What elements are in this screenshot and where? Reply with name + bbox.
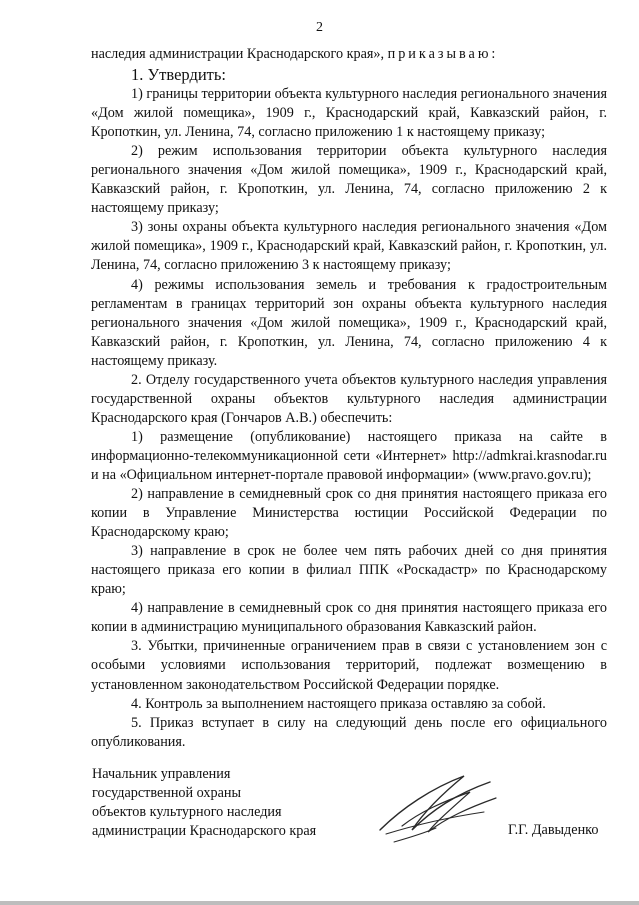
signatory-position-line: объектов культурного наследия [92,804,282,820]
paragraph-1-3: 3) зоны охраны объекта культурного наследия регионального значения «Дом жилой помещика», 1909 г., Краснодарский край, Кавказский район, г. Кропоткин, ул. Ленина, 74, согласно приложению 3 к настоящему приказу; [91,219,607,274]
signatory-position-line: администрации Краснодарского края [92,823,317,839]
signatory-position-line: государственной охраны [92,785,242,801]
paragraph-2-4: 4) направление в семидневный срок со дня принятия настоящего приказа его копии в администрацию муниципального образования Кавказский район. [91,600,607,636]
paragraph-2-3: 3) направление в срок не более чем пять рабочих дней со дня принятия настоящего приказа его копии в филиал ППК «Роскадастр» по Краснодарскому краю; [91,543,607,598]
page-bottom-edge [0,901,639,905]
signatory-position [92,765,316,841]
paragraph-2-1: 1) размещение (опубликование) настоящего приказа на сайте в информационно-телекоммуникационной сети «Интернет» http://admkrai.krasnodar.ru и на «Официальном интернет-портале правовой информации» (www.pravo.gov.ru); [91,428,607,483]
paragraph-1-4: 4) режимы использования земель и требования к градостроительным регламентам в границах территорий зон охраны объекта культурного наследия регионального значения «Дом жилой помещика», 1909 г., Краснодарский край, Кавказский район, г. Кропоткин, ул. Ленина, 74, согласно приложению 4 к настоящему приказу. [91,276,607,369]
intro-paragraph [91,45,607,64]
paragraph-5: 5. Приказ вступает в силу на следующий день после его официального опубликования. [91,714,607,750]
handwritten-signature [372,768,502,848]
signatory-position-line: Начальник управления [92,766,231,782]
order-body [91,45,607,752]
section-heading: 1. Утвердить: [131,65,226,85]
paragraph-4: 4. Контроль за выполнением настоящего приказа оставляю за собой. [131,695,546,712]
intro-text: наследия администрации Краснодарского края», [91,46,388,62]
page-number: 2 [316,20,323,35]
paragraph-3: 3. Убытки, причиненные ограничением прав в связи с установлением зон с особыми условиями использования территорий, подлежат возмещению в установленном законодательством Российской Федерации порядке. [91,638,607,693]
paragraph-1-2: 2) режим использования территории объекта культурного наследия регионального значения «Дом жилой помещика», 1909 г., Краснодарский край, Кавказский район, г. Кропоткин, ул. Ленина, 74, согласно приложению 2 к настоящему приказу; [91,143,607,217]
signatory-name: Г.Г. Давыденко [508,822,599,838]
paragraph-2: 2. Отделу государственного учета объектов культурного наследия управления государственной охраны объектов культурного наследия администрации Краснодарского края (Гончаров А.В.) обеспечить: [91,371,607,426]
paragraph-2-2: 2) направление в семидневный срок со дня принятия настоящего приказа его копии в Управление Министерства юстиции Российской Федерации по Краснодарскому краю; [91,486,607,541]
paragraph-1-1: 1) границы территории объекта культурного наследия регионального значения «Дом жилой помещика», 1909 г., Краснодарский край, Кавказский район, г. Кропоткин, ул. Ленина, 74, согласно приложению 1 к настоящему приказу; [91,86,607,141]
order-keyword: приказываю: [387,46,499,62]
